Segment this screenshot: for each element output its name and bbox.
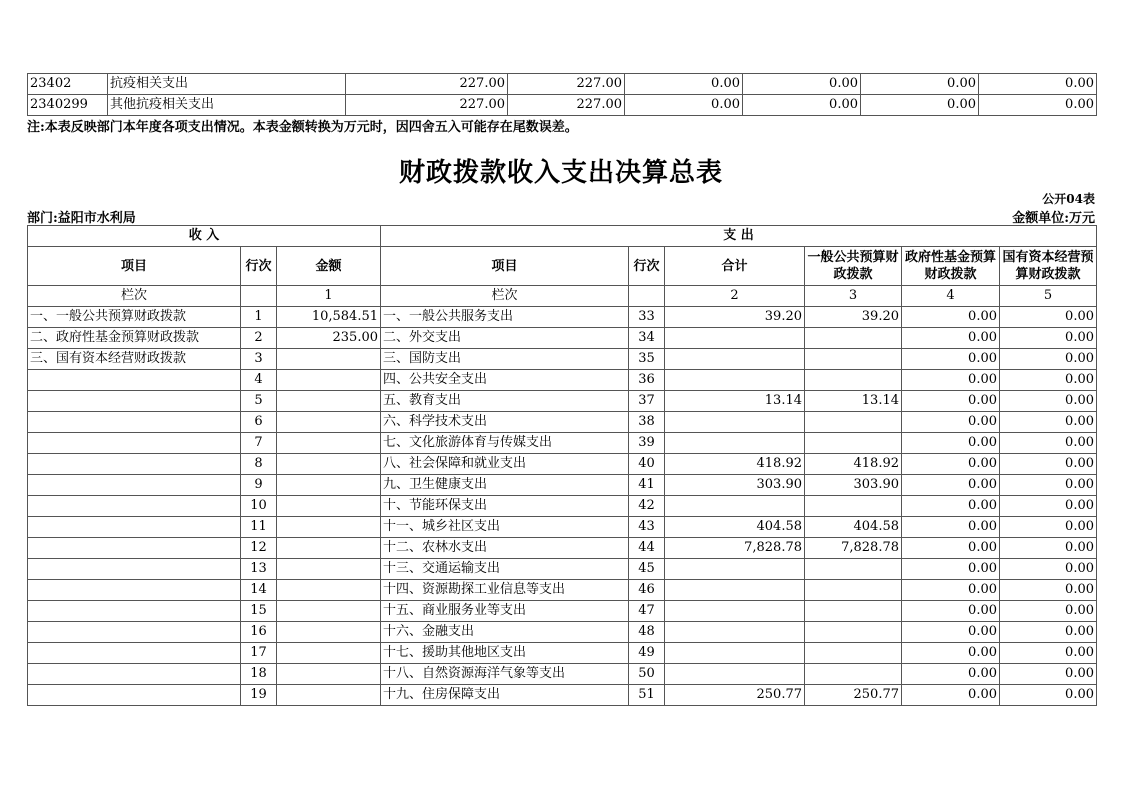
general-budget-amount bbox=[805, 580, 902, 601]
amount-cell: 0.00 bbox=[743, 74, 861, 95]
expense-total: 250.77 bbox=[665, 685, 805, 706]
table-row bbox=[28, 559, 1097, 580]
income-amount bbox=[277, 370, 381, 391]
income-row-no: 2 bbox=[241, 328, 277, 349]
amount-cell: 0.00 bbox=[743, 95, 861, 116]
expense-total bbox=[665, 622, 805, 643]
table-row bbox=[28, 664, 1097, 685]
income-item bbox=[28, 496, 241, 517]
expense-item-header: 项目 bbox=[381, 247, 629, 286]
general-budget-amount bbox=[805, 412, 902, 433]
expense-item: 六、科学技术支出 bbox=[381, 412, 629, 433]
table-row bbox=[28, 349, 1097, 370]
expense-total bbox=[665, 559, 805, 580]
income-amount bbox=[277, 433, 381, 454]
income-item bbox=[28, 664, 241, 685]
table-row bbox=[28, 412, 1097, 433]
general-budget-amount: 39.20 bbox=[805, 307, 902, 328]
state-capital-amount: 0.00 bbox=[1000, 412, 1097, 433]
gov-fund-amount: 0.00 bbox=[902, 412, 1000, 433]
col-number-5: 5 bbox=[1000, 286, 1097, 307]
item-code: 23402 bbox=[28, 74, 108, 95]
state-capital-header: 国有资本经营预算财政拨款 bbox=[1000, 247, 1097, 286]
gov-fund-amount: 0.00 bbox=[902, 601, 1000, 622]
expense-total bbox=[665, 643, 805, 664]
state-capital-amount: 0.00 bbox=[1000, 601, 1097, 622]
gov-fund-amount: 0.00 bbox=[902, 538, 1000, 559]
header-row-column-numbers bbox=[28, 286, 1097, 307]
general-budget-amount: 404.58 bbox=[805, 517, 902, 538]
general-budget-amount: 250.77 bbox=[805, 685, 902, 706]
col-number-3: 3 bbox=[805, 286, 902, 307]
income-item bbox=[28, 601, 241, 622]
expense-item: 十七、援助其他地区支出 bbox=[381, 643, 629, 664]
expense-row-no: 44 bbox=[629, 538, 665, 559]
expense-row-no: 45 bbox=[629, 559, 665, 580]
expense-total: 418.92 bbox=[665, 454, 805, 475]
amount-cell: 0.00 bbox=[625, 95, 743, 116]
income-amount bbox=[277, 349, 381, 370]
income-row-no: 14 bbox=[241, 580, 277, 601]
expense-row-no: 50 bbox=[629, 664, 665, 685]
gov-fund-amount: 0.00 bbox=[902, 328, 1000, 349]
amount-cell: 0.00 bbox=[861, 74, 979, 95]
expense-item: 十九、住房保障支出 bbox=[381, 685, 629, 706]
state-capital-amount: 0.00 bbox=[1000, 643, 1097, 664]
state-capital-amount: 0.00 bbox=[1000, 475, 1097, 496]
general-budget-amount bbox=[805, 622, 902, 643]
income-amount-header: 金额 bbox=[277, 247, 381, 286]
income-item bbox=[28, 391, 241, 412]
state-capital-amount: 0.00 bbox=[1000, 580, 1097, 601]
state-capital-amount: 0.00 bbox=[1000, 391, 1097, 412]
gov-fund-amount: 0.00 bbox=[902, 307, 1000, 328]
income-item bbox=[28, 559, 241, 580]
income-row-no: 4 bbox=[241, 370, 277, 391]
header-row-groups bbox=[28, 226, 1097, 247]
item-code: 2340299 bbox=[28, 95, 108, 116]
expense-total bbox=[665, 349, 805, 370]
col-number-2: 2 bbox=[665, 286, 805, 307]
general-budget-amount: 418.92 bbox=[805, 454, 902, 475]
income-amount bbox=[277, 580, 381, 601]
table-row bbox=[28, 517, 1097, 538]
income-row-no: 3 bbox=[241, 349, 277, 370]
gov-fund-amount: 0.00 bbox=[902, 580, 1000, 601]
expense-total bbox=[665, 580, 805, 601]
state-capital-amount: 0.00 bbox=[1000, 307, 1097, 328]
col-number-4: 4 bbox=[902, 286, 1000, 307]
income-item bbox=[28, 643, 241, 664]
income-item bbox=[28, 433, 241, 454]
expense-item: 十三、交通运输支出 bbox=[381, 559, 629, 580]
item-name: 其他抗疫相关支出 bbox=[108, 95, 346, 116]
expense-row-no: 33 bbox=[629, 307, 665, 328]
income-row-no: 17 bbox=[241, 643, 277, 664]
income-row-no: 1 bbox=[241, 307, 277, 328]
gov-fund-amount: 0.00 bbox=[902, 496, 1000, 517]
income-row-no: 16 bbox=[241, 622, 277, 643]
expense-row-no: 48 bbox=[629, 622, 665, 643]
state-capital-amount: 0.00 bbox=[1000, 433, 1097, 454]
gov-fund-header: 政府性基金预算财政拨款 bbox=[902, 247, 1000, 286]
table-row bbox=[28, 496, 1097, 517]
income-amount bbox=[277, 412, 381, 433]
income-amount bbox=[277, 517, 381, 538]
income-row-no: 9 bbox=[241, 475, 277, 496]
income-item: 一、一般公共预算财政拨款 bbox=[28, 307, 241, 328]
expense-item: 一、一般公共服务支出 bbox=[381, 307, 629, 328]
general-budget-amount bbox=[805, 433, 902, 454]
income-amount bbox=[277, 685, 381, 706]
state-capital-amount: 0.00 bbox=[1000, 622, 1097, 643]
income-row-no: 11 bbox=[241, 517, 277, 538]
table-note: 注:本表反映部门本年度各项支出情况。本表金额转换为万元时，因四舍五入可能存在尾数误差。 bbox=[27, 120, 578, 135]
income-item bbox=[28, 370, 241, 391]
state-capital-amount: 0.00 bbox=[1000, 517, 1097, 538]
col-empty bbox=[241, 286, 277, 307]
income-item: 二、政府性基金预算财政拨款 bbox=[28, 328, 241, 349]
table-row bbox=[28, 538, 1097, 559]
expense-row-no: 49 bbox=[629, 643, 665, 664]
general-budget-amount bbox=[805, 643, 902, 664]
expense-row-no: 40 bbox=[629, 454, 665, 475]
income-item-header: 项目 bbox=[28, 247, 241, 286]
income-item bbox=[28, 517, 241, 538]
income-row-no: 13 bbox=[241, 559, 277, 580]
expense-item: 三、国防支出 bbox=[381, 349, 629, 370]
table-row bbox=[28, 433, 1097, 454]
income-item bbox=[28, 622, 241, 643]
general-budget-amount bbox=[805, 601, 902, 622]
table-row bbox=[28, 307, 1097, 328]
income-amount bbox=[277, 454, 381, 475]
state-capital-amount: 0.00 bbox=[1000, 454, 1097, 475]
income-amount: 235.00 bbox=[277, 328, 381, 349]
table-row bbox=[28, 370, 1097, 391]
expense-total bbox=[665, 370, 805, 391]
gov-fund-amount: 0.00 bbox=[902, 475, 1000, 496]
table-row bbox=[28, 580, 1097, 601]
income-amount bbox=[277, 475, 381, 496]
table-row bbox=[28, 643, 1097, 664]
general-budget-amount bbox=[805, 349, 902, 370]
general-budget-amount bbox=[805, 664, 902, 685]
income-item bbox=[28, 475, 241, 496]
table-row bbox=[28, 328, 1097, 349]
expense-total: 303.90 bbox=[665, 475, 805, 496]
expense-row-no-header: 行次 bbox=[629, 247, 665, 286]
expense-row-no: 41 bbox=[629, 475, 665, 496]
income-item: 三、国有资本经营财政拨款 bbox=[28, 349, 241, 370]
income-row-no: 5 bbox=[241, 391, 277, 412]
table-row bbox=[28, 601, 1097, 622]
expense-item: 十八、自然资源海洋气象等支出 bbox=[381, 664, 629, 685]
expense-total bbox=[665, 433, 805, 454]
expense-row-no: 35 bbox=[629, 349, 665, 370]
gov-fund-amount: 0.00 bbox=[902, 664, 1000, 685]
unit-label: 金额单位:万元 bbox=[1012, 211, 1095, 226]
table-row bbox=[28, 74, 1097, 95]
col-number-1: 1 bbox=[277, 286, 381, 307]
amount-cell: 0.00 bbox=[625, 74, 743, 95]
income-row-no: 18 bbox=[241, 664, 277, 685]
expense-row-no: 36 bbox=[629, 370, 665, 391]
income-amount bbox=[277, 559, 381, 580]
table-row bbox=[28, 622, 1097, 643]
col-empty bbox=[629, 286, 665, 307]
state-capital-amount: 0.00 bbox=[1000, 664, 1097, 685]
col-label-income: 栏次 bbox=[28, 286, 241, 307]
expense-item: 十、节能环保支出 bbox=[381, 496, 629, 517]
previous-page-table bbox=[27, 73, 1097, 116]
table-row bbox=[28, 475, 1097, 496]
expense-item: 二、外交支出 bbox=[381, 328, 629, 349]
expense-item: 十一、城乡社区支出 bbox=[381, 517, 629, 538]
page-title: 财政拨款收入支出决算总表 bbox=[398, 158, 723, 188]
expense-total bbox=[665, 328, 805, 349]
income-amount bbox=[277, 391, 381, 412]
gov-fund-amount: 0.00 bbox=[902, 622, 1000, 643]
expense-row-no: 43 bbox=[629, 517, 665, 538]
income-item bbox=[28, 580, 241, 601]
income-item bbox=[28, 454, 241, 475]
general-budget-amount bbox=[805, 559, 902, 580]
general-budget-header: 一般公共预算财政拨款 bbox=[805, 247, 902, 286]
gov-fund-amount: 0.00 bbox=[902, 370, 1000, 391]
expense-total bbox=[665, 664, 805, 685]
expense-item: 十二、农林水支出 bbox=[381, 538, 629, 559]
income-header: 收 入 bbox=[28, 226, 381, 247]
gov-fund-amount: 0.00 bbox=[902, 349, 1000, 370]
form-code: 公开04表 bbox=[1042, 192, 1095, 206]
income-row-no: 7 bbox=[241, 433, 277, 454]
expense-total: 7,828.78 bbox=[665, 538, 805, 559]
expense-item: 十四、资源勘探工业信息等支出 bbox=[381, 580, 629, 601]
income-amount bbox=[277, 622, 381, 643]
gov-fund-amount: 0.00 bbox=[902, 685, 1000, 706]
general-budget-amount: 303.90 bbox=[805, 475, 902, 496]
expense-row-no: 37 bbox=[629, 391, 665, 412]
table-row bbox=[28, 95, 1097, 116]
state-capital-amount: 0.00 bbox=[1000, 496, 1097, 517]
expense-row-no: 34 bbox=[629, 328, 665, 349]
gov-fund-amount: 0.00 bbox=[902, 433, 1000, 454]
amount-cell: 227.00 bbox=[346, 74, 508, 95]
expense-item: 八、社会保障和就业支出 bbox=[381, 454, 629, 475]
expense-total: 13.14 bbox=[665, 391, 805, 412]
income-amount bbox=[277, 496, 381, 517]
general-budget-amount: 7,828.78 bbox=[805, 538, 902, 559]
general-budget-amount bbox=[805, 370, 902, 391]
income-row-no: 10 bbox=[241, 496, 277, 517]
income-row-no: 6 bbox=[241, 412, 277, 433]
expense-total bbox=[665, 496, 805, 517]
income-item bbox=[28, 412, 241, 433]
state-capital-amount: 0.00 bbox=[1000, 538, 1097, 559]
expense-row-no: 46 bbox=[629, 580, 665, 601]
income-amount bbox=[277, 643, 381, 664]
expense-row-no: 51 bbox=[629, 685, 665, 706]
amount-cell: 0.00 bbox=[979, 95, 1097, 116]
income-amount bbox=[277, 664, 381, 685]
gov-fund-amount: 0.00 bbox=[902, 643, 1000, 664]
expense-total: 404.58 bbox=[665, 517, 805, 538]
expense-item: 七、文化旅游体育与传媒支出 bbox=[381, 433, 629, 454]
income-row-no: 15 bbox=[241, 601, 277, 622]
col-label-expense: 栏次 bbox=[381, 286, 629, 307]
expense-row-no: 47 bbox=[629, 601, 665, 622]
income-amount bbox=[277, 538, 381, 559]
department-label: 部门:益阳市水利局 bbox=[27, 211, 136, 226]
item-name: 抗疫相关支出 bbox=[108, 74, 346, 95]
header-row-columns bbox=[28, 247, 1097, 286]
income-amount bbox=[277, 601, 381, 622]
expense-row-no: 38 bbox=[629, 412, 665, 433]
expense-item: 九、卫生健康支出 bbox=[381, 475, 629, 496]
expense-item: 十六、金融支出 bbox=[381, 622, 629, 643]
fiscal-summary-table bbox=[27, 225, 1097, 706]
gov-fund-amount: 0.00 bbox=[902, 559, 1000, 580]
expense-item: 十五、商业服务业等支出 bbox=[381, 601, 629, 622]
amount-cell: 0.00 bbox=[861, 95, 979, 116]
state-capital-amount: 0.00 bbox=[1000, 559, 1097, 580]
state-capital-amount: 0.00 bbox=[1000, 349, 1097, 370]
general-budget-amount bbox=[805, 328, 902, 349]
income-amount: 10,584.51 bbox=[277, 307, 381, 328]
gov-fund-amount: 0.00 bbox=[902, 391, 1000, 412]
income-item bbox=[28, 538, 241, 559]
total-header: 合计 bbox=[665, 247, 805, 286]
expense-item: 五、教育支出 bbox=[381, 391, 629, 412]
expense-total bbox=[665, 601, 805, 622]
expense-header: 支 出 bbox=[381, 226, 1097, 247]
amount-cell: 227.00 bbox=[508, 95, 625, 116]
gov-fund-amount: 0.00 bbox=[902, 454, 1000, 475]
state-capital-amount: 0.00 bbox=[1000, 328, 1097, 349]
income-row-no-header: 行次 bbox=[241, 247, 277, 286]
general-budget-amount: 13.14 bbox=[805, 391, 902, 412]
gov-fund-amount: 0.00 bbox=[902, 517, 1000, 538]
amount-cell: 227.00 bbox=[508, 74, 625, 95]
expense-row-no: 39 bbox=[629, 433, 665, 454]
table-row bbox=[28, 391, 1097, 412]
income-row-no: 12 bbox=[241, 538, 277, 559]
income-row-no: 19 bbox=[241, 685, 277, 706]
state-capital-amount: 0.00 bbox=[1000, 685, 1097, 706]
amount-cell: 227.00 bbox=[346, 95, 508, 116]
state-capital-amount: 0.00 bbox=[1000, 370, 1097, 391]
income-row-no: 8 bbox=[241, 454, 277, 475]
expense-row-no: 42 bbox=[629, 496, 665, 517]
table-row bbox=[28, 685, 1097, 706]
table-row bbox=[28, 454, 1097, 475]
expense-total: 39.20 bbox=[665, 307, 805, 328]
general-budget-amount bbox=[805, 496, 902, 517]
amount-cell: 0.00 bbox=[979, 74, 1097, 95]
income-item bbox=[28, 685, 241, 706]
expense-total bbox=[665, 412, 805, 433]
expense-item: 四、公共安全支出 bbox=[381, 370, 629, 391]
